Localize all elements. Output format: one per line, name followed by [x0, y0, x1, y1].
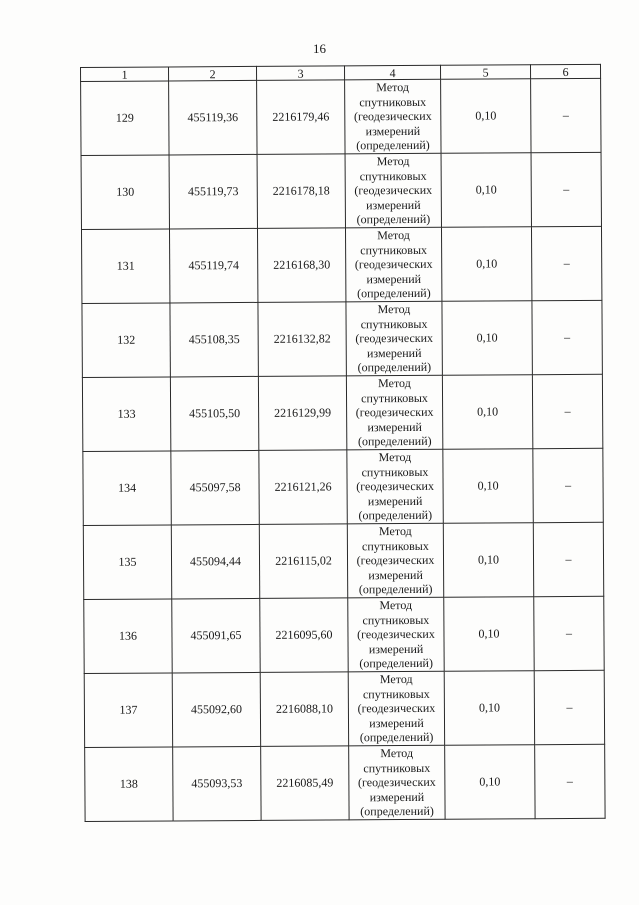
method-line: измерений [365, 123, 421, 139]
point-number-cell: 138 [85, 747, 173, 822]
point-number-cell: 136 [84, 599, 172, 674]
x-coordinate-cell: 455119,73 [169, 154, 257, 229]
method-cell [346, 301, 442, 376]
table-row [83, 448, 603, 525]
method-cell [349, 745, 445, 820]
method-line: измерений [368, 567, 423, 582]
method-line: (геодезических [355, 331, 434, 346]
method-line: (определений) [356, 212, 431, 227]
accuracy-cell: 0,10 [444, 597, 534, 672]
method-cell [345, 79, 441, 154]
note-cell: – [535, 744, 605, 818]
y-coordinate-cell: 2216178,18 [257, 154, 345, 229]
method-cell [348, 671, 444, 746]
accuracy-cell: 0,10 [441, 153, 531, 228]
method-line: (определений) [357, 286, 431, 301]
table-row [81, 78, 601, 155]
method-line: (геодезических [357, 701, 436, 716]
y-coordinate-cell: 2216095,60 [260, 598, 348, 673]
method-line: измерений [369, 789, 425, 804]
method-line: Метод [378, 376, 411, 391]
method-line: (геодезических [356, 479, 434, 494]
method-line: измерений [366, 197, 421, 213]
x-coordinate-cell: 455097,58 [171, 450, 259, 525]
table-row [82, 374, 602, 451]
method-line: спутниковых [361, 538, 429, 554]
note-cell: – [534, 670, 604, 744]
note-cell: – [531, 226, 601, 300]
method-line: (определений) [357, 360, 432, 375]
point-number-cell: 131 [81, 229, 169, 304]
method-line: спутниковых [362, 686, 430, 702]
method-line: Метод [379, 598, 413, 613]
method-cell [345, 153, 441, 228]
method-line: Метод [379, 672, 413, 687]
x-coordinate-cell: 455094,44 [171, 524, 259, 599]
point-number-cell: 129 [81, 81, 169, 156]
method-line: измерений [366, 271, 422, 287]
method-cell [347, 449, 443, 524]
column-header: 4 [344, 65, 440, 80]
method-line: (определений) [358, 508, 433, 523]
page-number: 16 [313, 41, 326, 56]
table-row [81, 226, 601, 303]
method-cell [346, 375, 442, 450]
note-cell: – [531, 78, 601, 152]
method-line: (геодезических [357, 627, 435, 642]
point-number-cell: 132 [82, 303, 170, 378]
method-line: спутниковых [361, 390, 428, 406]
point-number-cell: 134 [83, 451, 171, 526]
method-line: измерений [367, 419, 422, 435]
method-line: (определений) [357, 434, 432, 449]
y-coordinate-cell: 2216129,99 [258, 376, 346, 451]
accuracy-cell: 0,10 [441, 227, 531, 302]
method-line: измерений [369, 715, 424, 730]
x-coordinate-cell: 455093,53 [173, 746, 261, 821]
method-line: Метод [378, 524, 412, 539]
method-line: спутниковых [361, 464, 429, 480]
method-line: (геодезических [354, 183, 433, 198]
y-coordinate-cell: 2216132,82 [258, 302, 346, 377]
method-line: (геодезических [357, 775, 436, 790]
table-body [81, 78, 606, 821]
method-line: спутниковых [360, 242, 428, 258]
note-cell: – [533, 522, 603, 596]
method-line: спутниковых [359, 168, 427, 184]
point-number-cell: 137 [84, 673, 172, 748]
y-coordinate-cell: 2216168,30 [257, 228, 345, 303]
column-header: 1 [81, 67, 169, 82]
accuracy-cell: 0,10 [442, 375, 532, 450]
x-coordinate-cell: 455092,60 [172, 672, 260, 747]
method-cell [347, 523, 443, 598]
note-cell: – [532, 300, 602, 374]
column-header: 6 [530, 64, 600, 78]
y-coordinate-cell: 2216179,46 [257, 80, 345, 155]
method-line: спутниковых [359, 94, 427, 110]
x-coordinate-cell: 455108,35 [170, 302, 258, 377]
method-line: (определений) [358, 582, 433, 597]
method-line: спутниковых [363, 760, 431, 776]
note-cell: – [534, 596, 604, 670]
method-line: измерений [366, 345, 422, 361]
table-row [81, 152, 601, 229]
method-line: (геодезических [353, 109, 432, 124]
method-line: измерений [368, 641, 424, 656]
accuracy-cell: 0,10 [443, 523, 533, 598]
point-number-cell: 130 [81, 155, 169, 230]
note-cell: – [532, 374, 602, 448]
accuracy-cell: 0,10 [445, 745, 535, 820]
accuracy-cell: 0,10 [442, 301, 532, 376]
accuracy-cell: 0,10 [441, 79, 531, 154]
x-coordinate-cell: 455105,50 [170, 376, 258, 451]
column-header: 2 [169, 66, 257, 81]
column-header: 3 [256, 66, 344, 81]
table-row [82, 300, 602, 377]
column-header: 5 [440, 65, 530, 80]
method-line: спутниковых [362, 612, 430, 628]
method-line: Метод [377, 228, 410, 243]
table-row [84, 670, 604, 747]
method-cell [345, 227, 441, 302]
method-line: (геодезических [354, 257, 433, 272]
coordinates-table [80, 64, 606, 822]
y-coordinate-cell: 2216085,49 [261, 746, 349, 821]
method-line: Метод [377, 302, 411, 317]
y-coordinate-cell: 2216088,10 [260, 672, 348, 747]
method-line: Метод [380, 746, 414, 761]
point-number-cell: 135 [83, 525, 171, 600]
table-row [83, 522, 603, 599]
method-line: спутниковых [360, 316, 428, 332]
method-line: (определений) [356, 138, 430, 153]
method-line: Метод [378, 450, 412, 465]
method-line: (определений) [359, 656, 433, 671]
method-line: (геодезических [355, 405, 434, 420]
method-line: Метод [376, 80, 410, 95]
y-coordinate-cell: 2216115,02 [259, 524, 347, 599]
accuracy-cell: 0,10 [443, 449, 533, 524]
table-row [84, 596, 604, 673]
method-line: (определений) [360, 804, 434, 819]
method-line: измерений [367, 493, 423, 508]
method-line: (определений) [359, 730, 434, 745]
accuracy-cell: 0,10 [444, 671, 534, 746]
note-cell: – [531, 152, 601, 226]
table-row [85, 744, 605, 821]
method-line: Метод [376, 154, 410, 169]
note-cell: – [533, 448, 603, 522]
point-number-cell: 133 [82, 377, 170, 452]
method-cell [348, 597, 444, 672]
method-line: (геодезических [356, 553, 435, 568]
x-coordinate-cell: 455091,65 [172, 598, 260, 673]
y-coordinate-cell: 2216121,26 [259, 450, 347, 525]
x-coordinate-cell: 455119,74 [169, 228, 257, 303]
x-coordinate-cell: 455119,36 [169, 80, 257, 155]
